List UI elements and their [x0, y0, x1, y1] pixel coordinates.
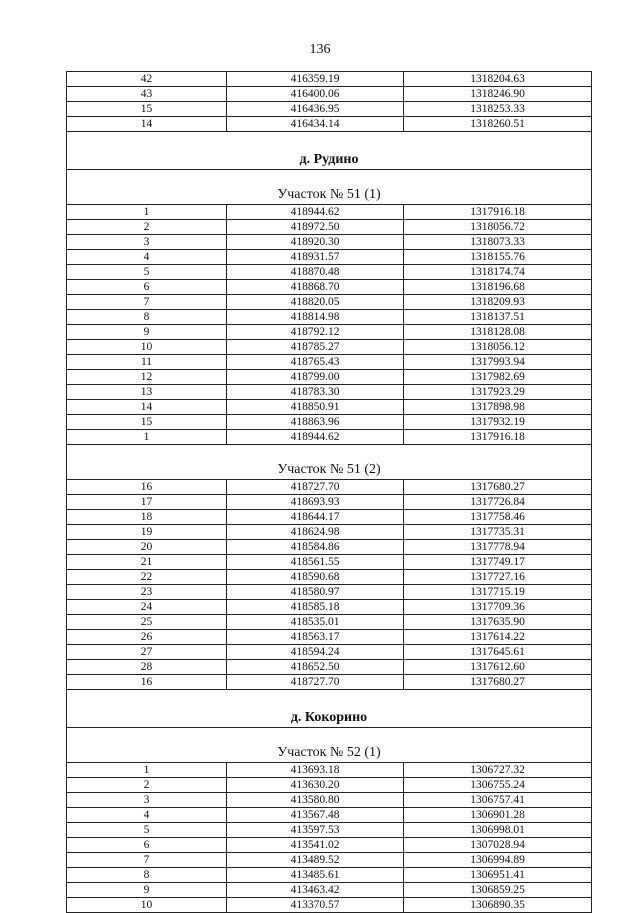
section-spacer-row	[67, 132, 592, 148]
y-coordinate-cell: 1318174.74	[404, 265, 592, 280]
x-coordinate-cell: 413630.20	[227, 778, 404, 793]
x-coordinate-cell: 418799.00	[227, 370, 404, 385]
point-number-cell: 13	[67, 385, 227, 400]
point-number-cell: 15	[67, 102, 227, 117]
y-coordinate-cell: 1317715.19	[404, 585, 592, 600]
x-coordinate-cell: 418624.98	[227, 525, 404, 540]
table-row	[67, 660, 592, 675]
y-coordinate-cell: 1306757.41	[404, 793, 592, 808]
point-number-cell: 3	[67, 235, 227, 250]
page-number: 136	[309, 42, 331, 57]
point-number-cell: 4	[67, 250, 227, 265]
table-row	[67, 400, 592, 415]
y-coordinate-cell: 1318260.51	[404, 117, 592, 132]
x-coordinate-cell: 418944.62	[227, 205, 404, 220]
point-number-cell: 12	[67, 370, 227, 385]
x-coordinate-cell: 413541.02	[227, 838, 404, 853]
y-coordinate-cell: 1318128.08	[404, 325, 592, 340]
table-row	[67, 495, 592, 510]
x-coordinate-cell: 413489.52	[227, 853, 404, 868]
table-row	[67, 763, 592, 778]
y-coordinate-cell: 1306755.24	[404, 778, 592, 793]
table-row	[67, 778, 592, 793]
village-heading: д. Рудино	[67, 147, 592, 170]
point-number-cell: 16	[67, 480, 227, 495]
y-coordinate-cell: 1317758.46	[404, 510, 592, 525]
x-coordinate-cell: 418920.30	[227, 235, 404, 250]
x-coordinate-cell: 418765.43	[227, 355, 404, 370]
table-row	[67, 355, 592, 370]
y-coordinate-cell: 1306727.32	[404, 763, 592, 778]
y-coordinate-cell: 1306951.41	[404, 868, 592, 883]
y-coordinate-cell: 1317726.84	[404, 495, 592, 510]
y-coordinate-cell: 1317916.18	[404, 205, 592, 220]
x-coordinate-cell: 418580.97	[227, 585, 404, 600]
point-number-cell: 4	[67, 808, 227, 823]
coordinates-table-body	[67, 72, 592, 913]
y-coordinate-cell: 1318253.33	[404, 102, 592, 117]
x-coordinate-cell: 418868.70	[227, 280, 404, 295]
y-coordinate-cell: 1306994.89	[404, 853, 592, 868]
y-coordinate-cell: 1317727.16	[404, 570, 592, 585]
point-number-cell: 17	[67, 495, 227, 510]
x-coordinate-cell: 413693.18	[227, 763, 404, 778]
table-row	[67, 883, 592, 898]
point-number-cell: 2	[67, 778, 227, 793]
x-coordinate-cell: 418563.17	[227, 630, 404, 645]
table-row	[67, 385, 592, 400]
plot-heading-row	[67, 170, 592, 205]
table-row	[67, 808, 592, 823]
y-coordinate-cell: 1318204.63	[404, 72, 592, 87]
point-number-cell: 14	[67, 400, 227, 415]
point-number-cell: 24	[67, 600, 227, 615]
x-coordinate-cell: 413567.48	[227, 808, 404, 823]
y-coordinate-cell: 1317916.18	[404, 430, 592, 445]
plot-heading-row	[67, 445, 592, 480]
y-coordinate-cell: 1318056.12	[404, 340, 592, 355]
point-number-cell: 9	[67, 325, 227, 340]
village-heading-row	[67, 705, 592, 728]
point-number-cell: 7	[67, 853, 227, 868]
village-heading: д. Кокорино	[67, 705, 592, 728]
point-number-cell: 10	[67, 898, 227, 913]
point-number-cell: 28	[67, 660, 227, 675]
x-coordinate-cell: 413580.80	[227, 793, 404, 808]
point-number-cell: 10	[67, 340, 227, 355]
point-number-cell: 43	[67, 87, 227, 102]
y-coordinate-cell: 1318196.68	[404, 280, 592, 295]
point-number-cell: 18	[67, 510, 227, 525]
table-row	[67, 340, 592, 355]
table-row	[67, 72, 592, 87]
table-row	[67, 868, 592, 883]
table-row	[67, 415, 592, 430]
point-number-cell: 27	[67, 645, 227, 660]
x-coordinate-cell: 418727.70	[227, 675, 404, 690]
table-row	[67, 430, 592, 445]
point-number-cell: 23	[67, 585, 227, 600]
y-coordinate-cell: 1317993.94	[404, 355, 592, 370]
point-number-cell: 42	[67, 72, 227, 87]
table-row	[67, 295, 592, 310]
point-number-cell: 5	[67, 265, 227, 280]
x-coordinate-cell: 416436.95	[227, 102, 404, 117]
table-row	[67, 480, 592, 495]
point-number-cell: 26	[67, 630, 227, 645]
x-coordinate-cell: 418561.55	[227, 555, 404, 570]
plot-heading: Участок № 51 (1)	[67, 170, 592, 205]
y-coordinate-cell: 1317923.29	[404, 385, 592, 400]
table-row	[67, 250, 592, 265]
table-row	[67, 510, 592, 525]
coordinates-table	[66, 71, 592, 913]
point-number-cell: 11	[67, 355, 227, 370]
point-number-cell: 7	[67, 295, 227, 310]
table-row	[67, 235, 592, 250]
point-number-cell: 19	[67, 525, 227, 540]
x-coordinate-cell: 418814.98	[227, 310, 404, 325]
x-coordinate-cell: 418585.18	[227, 600, 404, 615]
point-number-cell: 8	[67, 868, 227, 883]
y-coordinate-cell: 1318246.90	[404, 87, 592, 102]
point-number-cell: 2	[67, 220, 227, 235]
point-number-cell: 5	[67, 823, 227, 838]
y-coordinate-cell: 1318056.72	[404, 220, 592, 235]
y-coordinate-cell: 1317680.27	[404, 675, 592, 690]
y-coordinate-cell: 1317612.60	[404, 660, 592, 675]
y-coordinate-cell: 1306859.25	[404, 883, 592, 898]
point-number-cell: 25	[67, 615, 227, 630]
table-row	[67, 102, 592, 117]
section-spacer	[67, 690, 592, 706]
table-row	[67, 853, 592, 868]
section-spacer	[67, 132, 592, 148]
plot-heading: Участок № 52 (1)	[67, 728, 592, 763]
x-coordinate-cell: 418535.01	[227, 615, 404, 630]
y-coordinate-cell: 1317635.90	[404, 615, 592, 630]
y-coordinate-cell: 1317680.27	[404, 480, 592, 495]
x-coordinate-cell: 418931.57	[227, 250, 404, 265]
x-coordinate-cell: 413597.53	[227, 823, 404, 838]
x-coordinate-cell: 418590.68	[227, 570, 404, 585]
table-row	[67, 823, 592, 838]
table-row	[67, 325, 592, 340]
table-row	[67, 555, 592, 570]
table-row	[67, 280, 592, 295]
point-number-cell: 6	[67, 838, 227, 853]
village-heading-row	[67, 147, 592, 170]
table-row	[67, 615, 592, 630]
table-row	[67, 117, 592, 132]
y-coordinate-cell: 1306890.35	[404, 898, 592, 913]
table-row	[67, 600, 592, 615]
point-number-cell: 1	[67, 430, 227, 445]
point-number-cell: 9	[67, 883, 227, 898]
x-coordinate-cell: 418863.96	[227, 415, 404, 430]
table-row	[67, 540, 592, 555]
x-coordinate-cell: 418727.70	[227, 480, 404, 495]
x-coordinate-cell: 418785.27	[227, 340, 404, 355]
table-row	[67, 220, 592, 235]
y-coordinate-cell: 1317614.22	[404, 630, 592, 645]
y-coordinate-cell: 1317709.36	[404, 600, 592, 615]
x-coordinate-cell: 416359.19	[227, 72, 404, 87]
x-coordinate-cell: 418944.62	[227, 430, 404, 445]
table-row	[67, 570, 592, 585]
point-number-cell: 3	[67, 793, 227, 808]
point-number-cell: 16	[67, 675, 227, 690]
y-coordinate-cell: 1318137.51	[404, 310, 592, 325]
x-coordinate-cell: 418584.86	[227, 540, 404, 555]
point-number-cell: 14	[67, 117, 227, 132]
x-coordinate-cell: 418652.50	[227, 660, 404, 675]
y-coordinate-cell: 1306998.01	[404, 823, 592, 838]
y-coordinate-cell: 1318155.76	[404, 250, 592, 265]
y-coordinate-cell: 1317898.98	[404, 400, 592, 415]
x-coordinate-cell: 413463.42	[227, 883, 404, 898]
y-coordinate-cell: 1317749.17	[404, 555, 592, 570]
y-coordinate-cell: 1317982.69	[404, 370, 592, 385]
x-coordinate-cell: 418972.50	[227, 220, 404, 235]
y-coordinate-cell: 1318073.33	[404, 235, 592, 250]
x-coordinate-cell: 418870.48	[227, 265, 404, 280]
table-row	[67, 310, 592, 325]
x-coordinate-cell: 416400.06	[227, 87, 404, 102]
table-row	[67, 525, 592, 540]
y-coordinate-cell: 1317778.94	[404, 540, 592, 555]
x-coordinate-cell: 418594.24	[227, 645, 404, 660]
point-number-cell: 15	[67, 415, 227, 430]
section-spacer-row	[67, 690, 592, 706]
table-row	[67, 645, 592, 660]
x-coordinate-cell: 413485.61	[227, 868, 404, 883]
table-row	[67, 585, 592, 600]
plot-heading-row	[67, 728, 592, 763]
point-number-cell: 6	[67, 280, 227, 295]
y-coordinate-cell: 1317735.31	[404, 525, 592, 540]
table-row	[67, 205, 592, 220]
x-coordinate-cell: 418783.30	[227, 385, 404, 400]
y-coordinate-cell: 1318209.93	[404, 295, 592, 310]
y-coordinate-cell: 1307028.94	[404, 838, 592, 853]
table-row	[67, 630, 592, 645]
point-number-cell: 20	[67, 540, 227, 555]
x-coordinate-cell: 418820.05	[227, 295, 404, 310]
y-coordinate-cell: 1317645.61	[404, 645, 592, 660]
x-coordinate-cell: 413370.57	[227, 898, 404, 913]
table-row	[67, 675, 592, 690]
table-row	[67, 898, 592, 913]
table-row	[67, 838, 592, 853]
table-row	[67, 265, 592, 280]
x-coordinate-cell: 416434.14	[227, 117, 404, 132]
point-number-cell: 1	[67, 205, 227, 220]
x-coordinate-cell: 418644.17	[227, 510, 404, 525]
point-number-cell: 22	[67, 570, 227, 585]
point-number-cell: 21	[67, 555, 227, 570]
x-coordinate-cell: 418850.91	[227, 400, 404, 415]
table-row	[67, 87, 592, 102]
x-coordinate-cell: 418693.93	[227, 495, 404, 510]
point-number-cell: 8	[67, 310, 227, 325]
plot-heading: Участок № 51 (2)	[67, 445, 592, 480]
table-row	[67, 370, 592, 385]
point-number-cell: 1	[67, 763, 227, 778]
table-row	[67, 793, 592, 808]
y-coordinate-cell: 1317932.19	[404, 415, 592, 430]
y-coordinate-cell: 1306901.28	[404, 808, 592, 823]
x-coordinate-cell: 418792.12	[227, 325, 404, 340]
